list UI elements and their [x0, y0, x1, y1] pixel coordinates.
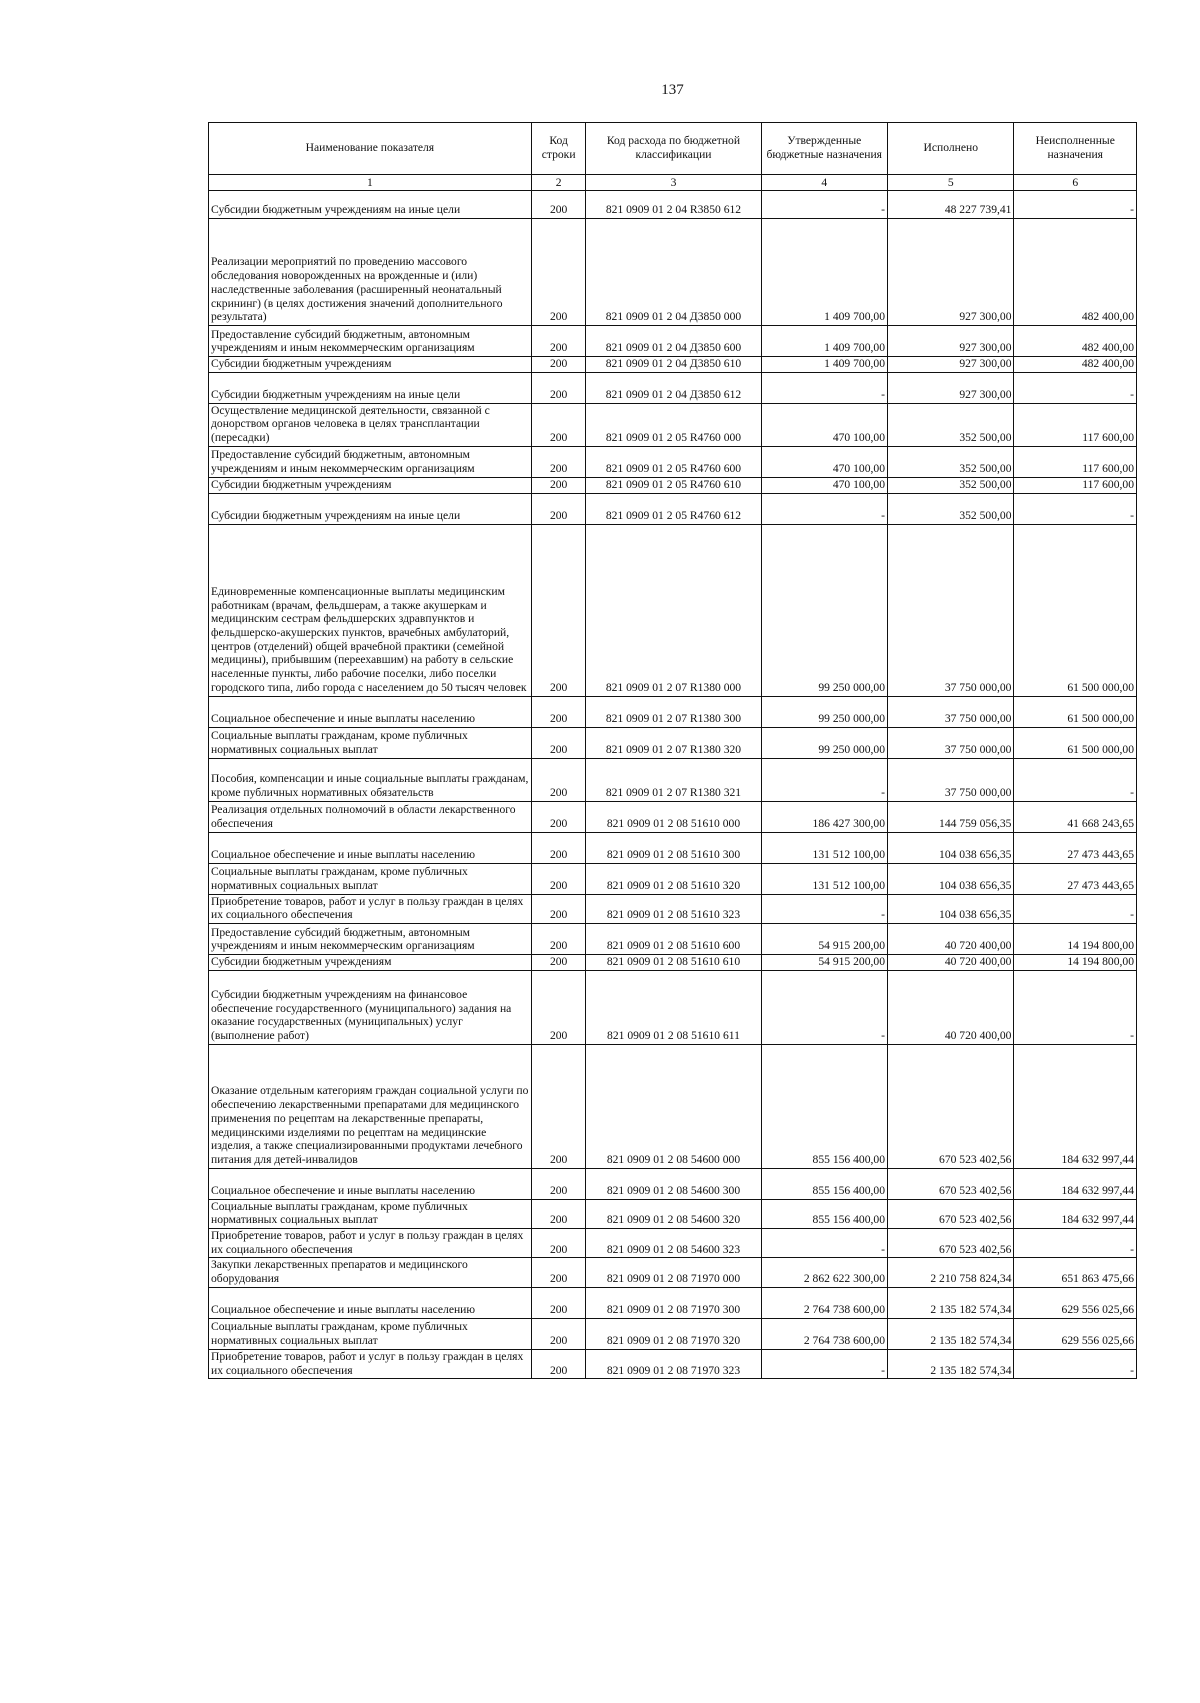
table-row: [209, 923, 1137, 954]
approved-cell: 855 156 400,00: [761, 1044, 887, 1168]
classification-cell: 821 0909 01 2 08 54600 300: [586, 1168, 761, 1199]
classification-cell: 821 0909 01 2 05 R4760 000: [586, 403, 761, 446]
executed-cell: 352 500,00: [888, 446, 1014, 477]
unexecuted-cell: -: [1014, 1229, 1137, 1258]
indicator-name-cell: Единовременные компенсационные выплаты медицинским работникам (врачам, фельдшерам, а также акушеркам и медицинским сестрам фельдшерских здравпунктов и фельдшерско-акушерских пунктов, врачебных амбулаторий, центров (отделений) общей врачебной практики (семейной медицины), прибывшим (переехавшим) на работу в сельские населенные пункты, либо рабочие поселки, либо поселки городского типа, либо города с населением до 50 тысяч человек: [209, 524, 532, 696]
unexecuted-cell: 61 500 000,00: [1014, 524, 1137, 696]
classification-cell: 821 0909 01 2 07 R1380 300: [586, 696, 761, 727]
approved-cell: 1 409 700,00: [761, 326, 887, 357]
table-row: [209, 1258, 1137, 1287]
table-row: [209, 954, 1137, 970]
row-code-cell: 200: [531, 863, 586, 894]
executed-cell: 104 038 656,35: [888, 832, 1014, 863]
table-row: [209, 1349, 1137, 1378]
executed-cell: 40 720 400,00: [888, 954, 1014, 970]
unexecuted-cell: 482 400,00: [1014, 219, 1137, 326]
executed-cell: 144 759 056,35: [888, 801, 1014, 832]
indicator-name-cell: Приобретение товаров, работ и услуг в пользу граждан в целях их социального обеспечения: [209, 1229, 532, 1258]
unexecuted-cell: 482 400,00: [1014, 357, 1137, 373]
classification-cell: 821 0909 01 2 08 51610 611: [586, 970, 761, 1044]
approved-cell: 54 915 200,00: [761, 923, 887, 954]
indicator-name-cell: Субсидии бюджетным учреждениям на финансовое обеспечение государственного (муниципального) задания на оказание государственных (муниципальных) услуг (выполнение работ): [209, 970, 532, 1044]
table-row: [209, 758, 1137, 801]
table-row: [209, 403, 1137, 446]
approved-cell: -: [761, 894, 887, 923]
row-code-cell: 200: [531, 1044, 586, 1168]
classification-cell: 821 0909 01 2 08 54600 323: [586, 1229, 761, 1258]
executed-cell: 2 135 182 574,34: [888, 1349, 1014, 1378]
approved-cell: 855 156 400,00: [761, 1199, 887, 1228]
page-number: 137: [661, 82, 684, 98]
table-row: [209, 493, 1137, 524]
table-row: [209, 372, 1137, 403]
executed-cell: 37 750 000,00: [888, 758, 1014, 801]
table-row: [209, 801, 1137, 832]
table-body: [209, 191, 1137, 1379]
row-code-cell: 200: [531, 403, 586, 446]
unexecuted-cell: 27 473 443,65: [1014, 832, 1137, 863]
classification-cell: 821 0909 01 2 04 Д3850 612: [586, 372, 761, 403]
row-code-cell: 200: [531, 1349, 586, 1378]
row-code-cell: 200: [531, 1258, 586, 1287]
column-number: 2: [531, 175, 586, 191]
unexecuted-cell: 651 863 475,66: [1014, 1258, 1137, 1287]
row-code-cell: 200: [531, 357, 586, 373]
unexecuted-cell: -: [1014, 758, 1137, 801]
row-code-cell: 200: [531, 493, 586, 524]
row-code-cell: 200: [531, 970, 586, 1044]
table-row: [209, 1044, 1137, 1168]
executed-cell: 927 300,00: [888, 219, 1014, 326]
classification-cell: 821 0909 01 2 08 51610 320: [586, 863, 761, 894]
executed-cell: 927 300,00: [888, 372, 1014, 403]
executed-cell: 670 523 402,56: [888, 1199, 1014, 1228]
unexecuted-cell: 27 473 443,65: [1014, 863, 1137, 894]
row-code-cell: 200: [531, 1229, 586, 1258]
table-row: [209, 1229, 1137, 1258]
classification-cell: 821 0909 01 2 07 R1380 320: [586, 727, 761, 758]
approved-cell: -: [761, 758, 887, 801]
indicator-name-cell: Социальные выплаты гражданам, кроме публичных нормативных социальных выплат: [209, 727, 532, 758]
budget-execution-table: [208, 122, 1137, 1379]
unexecuted-cell: 629 556 025,66: [1014, 1287, 1137, 1318]
indicator-name-cell: Социальное обеспечение и иные выплаты населению: [209, 832, 532, 863]
classification-cell: 821 0909 01 2 05 R4760 610: [586, 477, 761, 493]
column-number: 6: [1014, 175, 1137, 191]
executed-cell: 927 300,00: [888, 326, 1014, 357]
table-row: [209, 970, 1137, 1044]
approved-cell: -: [761, 970, 887, 1044]
approved-cell: -: [761, 493, 887, 524]
unexecuted-cell: 184 632 997,44: [1014, 1199, 1137, 1228]
classification-cell: 821 0909 01 2 08 51610 610: [586, 954, 761, 970]
header-budget-classification: Код расхода по бюджетной классификации: [586, 123, 761, 175]
row-code-cell: 200: [531, 801, 586, 832]
classification-cell: 821 0909 01 2 04 Д3850 000: [586, 219, 761, 326]
unexecuted-cell: 184 632 997,44: [1014, 1044, 1137, 1168]
unexecuted-cell: -: [1014, 970, 1137, 1044]
approved-cell: 470 100,00: [761, 477, 887, 493]
column-number: 5: [888, 175, 1014, 191]
column-number: 1: [209, 175, 532, 191]
executed-cell: 104 038 656,35: [888, 863, 1014, 894]
classification-cell: 821 0909 01 2 08 54600 000: [586, 1044, 761, 1168]
indicator-name-cell: Реализации мероприятий по проведению массового обследования новорожденных на врожденные и (или) наследственные заболевания (расширенный неонатальный скрининг) (в целях достижения значений дополнительного результата): [209, 219, 532, 326]
approved-cell: 99 250 000,00: [761, 696, 887, 727]
approved-cell: 54 915 200,00: [761, 954, 887, 970]
table-row: [209, 446, 1137, 477]
column-number: 3: [586, 175, 761, 191]
indicator-name-cell: Осуществление медицинской деятельности, связанной с донорством органов человека в целях трансплантации (пересадки): [209, 403, 532, 446]
executed-cell: 352 500,00: [888, 493, 1014, 524]
executed-cell: 352 500,00: [888, 403, 1014, 446]
executed-cell: 40 720 400,00: [888, 923, 1014, 954]
unexecuted-cell: -: [1014, 493, 1137, 524]
unexecuted-cell: -: [1014, 1349, 1137, 1378]
table-row: [209, 1287, 1137, 1318]
table-row: [209, 477, 1137, 493]
table-row: [209, 1199, 1137, 1228]
approved-cell: 131 512 100,00: [761, 832, 887, 863]
classification-cell: 821 0909 01 2 07 R1380 321: [586, 758, 761, 801]
table-row: [209, 219, 1137, 326]
table-row: [209, 1168, 1137, 1199]
approved-cell: 131 512 100,00: [761, 863, 887, 894]
row-code-cell: 200: [531, 477, 586, 493]
executed-cell: 37 750 000,00: [888, 524, 1014, 696]
unexecuted-cell: 14 194 800,00: [1014, 923, 1137, 954]
row-code-cell: 200: [531, 372, 586, 403]
row-code-cell: 200: [531, 894, 586, 923]
unexecuted-cell: 61 500 000,00: [1014, 696, 1137, 727]
unexecuted-cell: -: [1014, 372, 1137, 403]
classification-cell: 821 0909 01 2 04 Д3850 610: [586, 357, 761, 373]
row-code-cell: 200: [531, 954, 586, 970]
indicator-name-cell: Пособия, компенсации и иные социальные выплаты гражданам, кроме публичных нормативных обязательств: [209, 758, 532, 801]
classification-cell: 821 0909 01 2 08 71970 320: [586, 1318, 761, 1349]
executed-cell: 40 720 400,00: [888, 970, 1014, 1044]
executed-cell: 670 523 402,56: [888, 1044, 1014, 1168]
classification-cell: 821 0909 01 2 08 71970 300: [586, 1287, 761, 1318]
column-number: 4: [761, 175, 887, 191]
approved-cell: 186 427 300,00: [761, 801, 887, 832]
row-code-cell: 200: [531, 1287, 586, 1318]
row-code-cell: 200: [531, 832, 586, 863]
table-row: [209, 727, 1137, 758]
indicator-name-cell: Социальные выплаты гражданам, кроме публичных нормативных социальных выплат: [209, 863, 532, 894]
approved-cell: 470 100,00: [761, 403, 887, 446]
unexecuted-cell: 61 500 000,00: [1014, 727, 1137, 758]
row-code-cell: 200: [531, 191, 586, 219]
table-row: [209, 894, 1137, 923]
executed-cell: 104 038 656,35: [888, 894, 1014, 923]
column-number-row: [209, 175, 1137, 191]
table-row: [209, 832, 1137, 863]
unexecuted-cell: 629 556 025,66: [1014, 1318, 1137, 1349]
unexecuted-cell: 184 632 997,44: [1014, 1168, 1137, 1199]
indicator-name-cell: Предоставление субсидий бюджетным, автономным учреждениям и иным некоммерческим организациям: [209, 923, 532, 954]
executed-cell: 2 135 182 574,34: [888, 1318, 1014, 1349]
row-code-cell: 200: [531, 696, 586, 727]
header-row: [209, 123, 1137, 175]
classification-cell: 821 0909 01 2 08 51610 300: [586, 832, 761, 863]
indicator-name-cell: Приобретение товаров, работ и услуг в пользу граждан в целях их социального обеспечения: [209, 1349, 532, 1378]
table-row: [209, 696, 1137, 727]
row-code-cell: 200: [531, 923, 586, 954]
row-code-cell: 200: [531, 219, 586, 326]
classification-cell: 821 0909 01 2 05 R4760 600: [586, 446, 761, 477]
indicator-name-cell: Субсидии бюджетным учреждениям: [209, 954, 532, 970]
classification-cell: 821 0909 01 2 05 R4760 612: [586, 493, 761, 524]
approved-cell: 1 409 700,00: [761, 357, 887, 373]
unexecuted-cell: -: [1014, 191, 1137, 219]
unexecuted-cell: 482 400,00: [1014, 326, 1137, 357]
indicator-name-cell: Социальные выплаты гражданам, кроме публичных нормативных социальных выплат: [209, 1318, 532, 1349]
table-row: [209, 524, 1137, 696]
executed-cell: 670 523 402,56: [888, 1229, 1014, 1258]
executed-cell: 927 300,00: [888, 357, 1014, 373]
row-code-cell: 200: [531, 446, 586, 477]
approved-cell: -: [761, 1229, 887, 1258]
row-code-cell: 200: [531, 524, 586, 696]
approved-cell: -: [761, 191, 887, 219]
executed-cell: 2 210 758 824,34: [888, 1258, 1014, 1287]
indicator-name-cell: Реализация отдельных полномочий в области лекарственного обеспечения: [209, 801, 532, 832]
classification-cell: 821 0909 01 2 08 51610 323: [586, 894, 761, 923]
indicator-name-cell: Субсидии бюджетным учреждениям на иные цели: [209, 191, 532, 219]
row-code-cell: 200: [531, 1318, 586, 1349]
table-row: [209, 326, 1137, 357]
executed-cell: 37 750 000,00: [888, 727, 1014, 758]
table-row: [209, 357, 1137, 373]
header-unexecuted: Неисполненные назначения: [1014, 123, 1137, 175]
indicator-name-cell: Предоставление субсидий бюджетным, автономным учреждениям и иным некоммерческим организациям: [209, 326, 532, 357]
unexecuted-cell: 117 600,00: [1014, 446, 1137, 477]
indicator-name-cell: Социальные выплаты гражданам, кроме публичных нормативных социальных выплат: [209, 1199, 532, 1228]
row-code-cell: 200: [531, 1199, 586, 1228]
classification-cell: 821 0909 01 2 07 R1380 000: [586, 524, 761, 696]
row-code-cell: 200: [531, 758, 586, 801]
unexecuted-cell: 14 194 800,00: [1014, 954, 1137, 970]
approved-cell: 2 764 738 600,00: [761, 1287, 887, 1318]
approved-cell: 855 156 400,00: [761, 1168, 887, 1199]
executed-cell: 48 227 739,41: [888, 191, 1014, 219]
approved-cell: 99 250 000,00: [761, 727, 887, 758]
header-indicator-name: Наименование показателя: [209, 123, 532, 175]
row-code-cell: 200: [531, 727, 586, 758]
approved-cell: -: [761, 372, 887, 403]
indicator-name-cell: Приобретение товаров, работ и услуг в пользу граждан в целях их социального обеспечения: [209, 894, 532, 923]
header-executed: Исполнено: [888, 123, 1014, 175]
approved-cell: 2 764 738 600,00: [761, 1318, 887, 1349]
executed-cell: 352 500,00: [888, 477, 1014, 493]
classification-cell: 821 0909 01 2 08 71970 323: [586, 1349, 761, 1378]
table-row: [209, 863, 1137, 894]
table-row: [209, 1318, 1137, 1349]
executed-cell: 2 135 182 574,34: [888, 1287, 1014, 1318]
unexecuted-cell: 117 600,00: [1014, 403, 1137, 446]
classification-cell: 821 0909 01 2 08 51610 000: [586, 801, 761, 832]
classification-cell: 821 0909 01 2 04 Д3850 600: [586, 326, 761, 357]
classification-cell: 821 0909 01 2 08 54600 320: [586, 1199, 761, 1228]
unexecuted-cell: 41 668 243,65: [1014, 801, 1137, 832]
indicator-name-cell: Субсидии бюджетным учреждениям: [209, 357, 532, 373]
classification-cell: 821 0909 01 2 08 71970 000: [586, 1258, 761, 1287]
executed-cell: 670 523 402,56: [888, 1168, 1014, 1199]
indicator-name-cell: Социальное обеспечение и иные выплаты населению: [209, 1168, 532, 1199]
indicator-name-cell: Предоставление субсидий бюджетным, автономным учреждениям и иным некоммерческим организациям: [209, 446, 532, 477]
indicator-name-cell: Субсидии бюджетным учреждениям на иные цели: [209, 493, 532, 524]
row-code-cell: 200: [531, 1168, 586, 1199]
unexecuted-cell: -: [1014, 894, 1137, 923]
row-code-cell: 200: [531, 326, 586, 357]
indicator-name-cell: Оказание отдельным категориям граждан социальной услуги по обеспечению лекарственными препаратами для медицинского применения по рецептам на лекарственные препараты, медицинскими изделиями по рецептам на медицинские изделия, а также специализированными продуктами лечебного питания для детей-инвалидов: [209, 1044, 532, 1168]
unexecuted-cell: 117 600,00: [1014, 477, 1137, 493]
indicator-name-cell: Закупки лекарственных препаратов и медицинского оборудования: [209, 1258, 532, 1287]
approved-cell: 1 409 700,00: [761, 219, 887, 326]
approved-cell: 470 100,00: [761, 446, 887, 477]
header-approved: Утвержденные бюджетные назначения: [761, 123, 887, 175]
header-row-code: Код строки: [531, 123, 586, 175]
indicator-name-cell: Субсидии бюджетным учреждениям на иные цели: [209, 372, 532, 403]
table-row: [209, 191, 1137, 219]
indicator-name-cell: Социальное обеспечение и иные выплаты населению: [209, 1287, 532, 1318]
approved-cell: -: [761, 1349, 887, 1378]
classification-cell: 821 0909 01 2 08 51610 600: [586, 923, 761, 954]
executed-cell: 37 750 000,00: [888, 696, 1014, 727]
classification-cell: 821 0909 01 2 04 R3850 612: [586, 191, 761, 219]
indicator-name-cell: Социальное обеспечение и иные выплаты населению: [209, 696, 532, 727]
indicator-name-cell: Субсидии бюджетным учреждениям: [209, 477, 532, 493]
approved-cell: 99 250 000,00: [761, 524, 887, 696]
approved-cell: 2 862 622 300,00: [761, 1258, 887, 1287]
